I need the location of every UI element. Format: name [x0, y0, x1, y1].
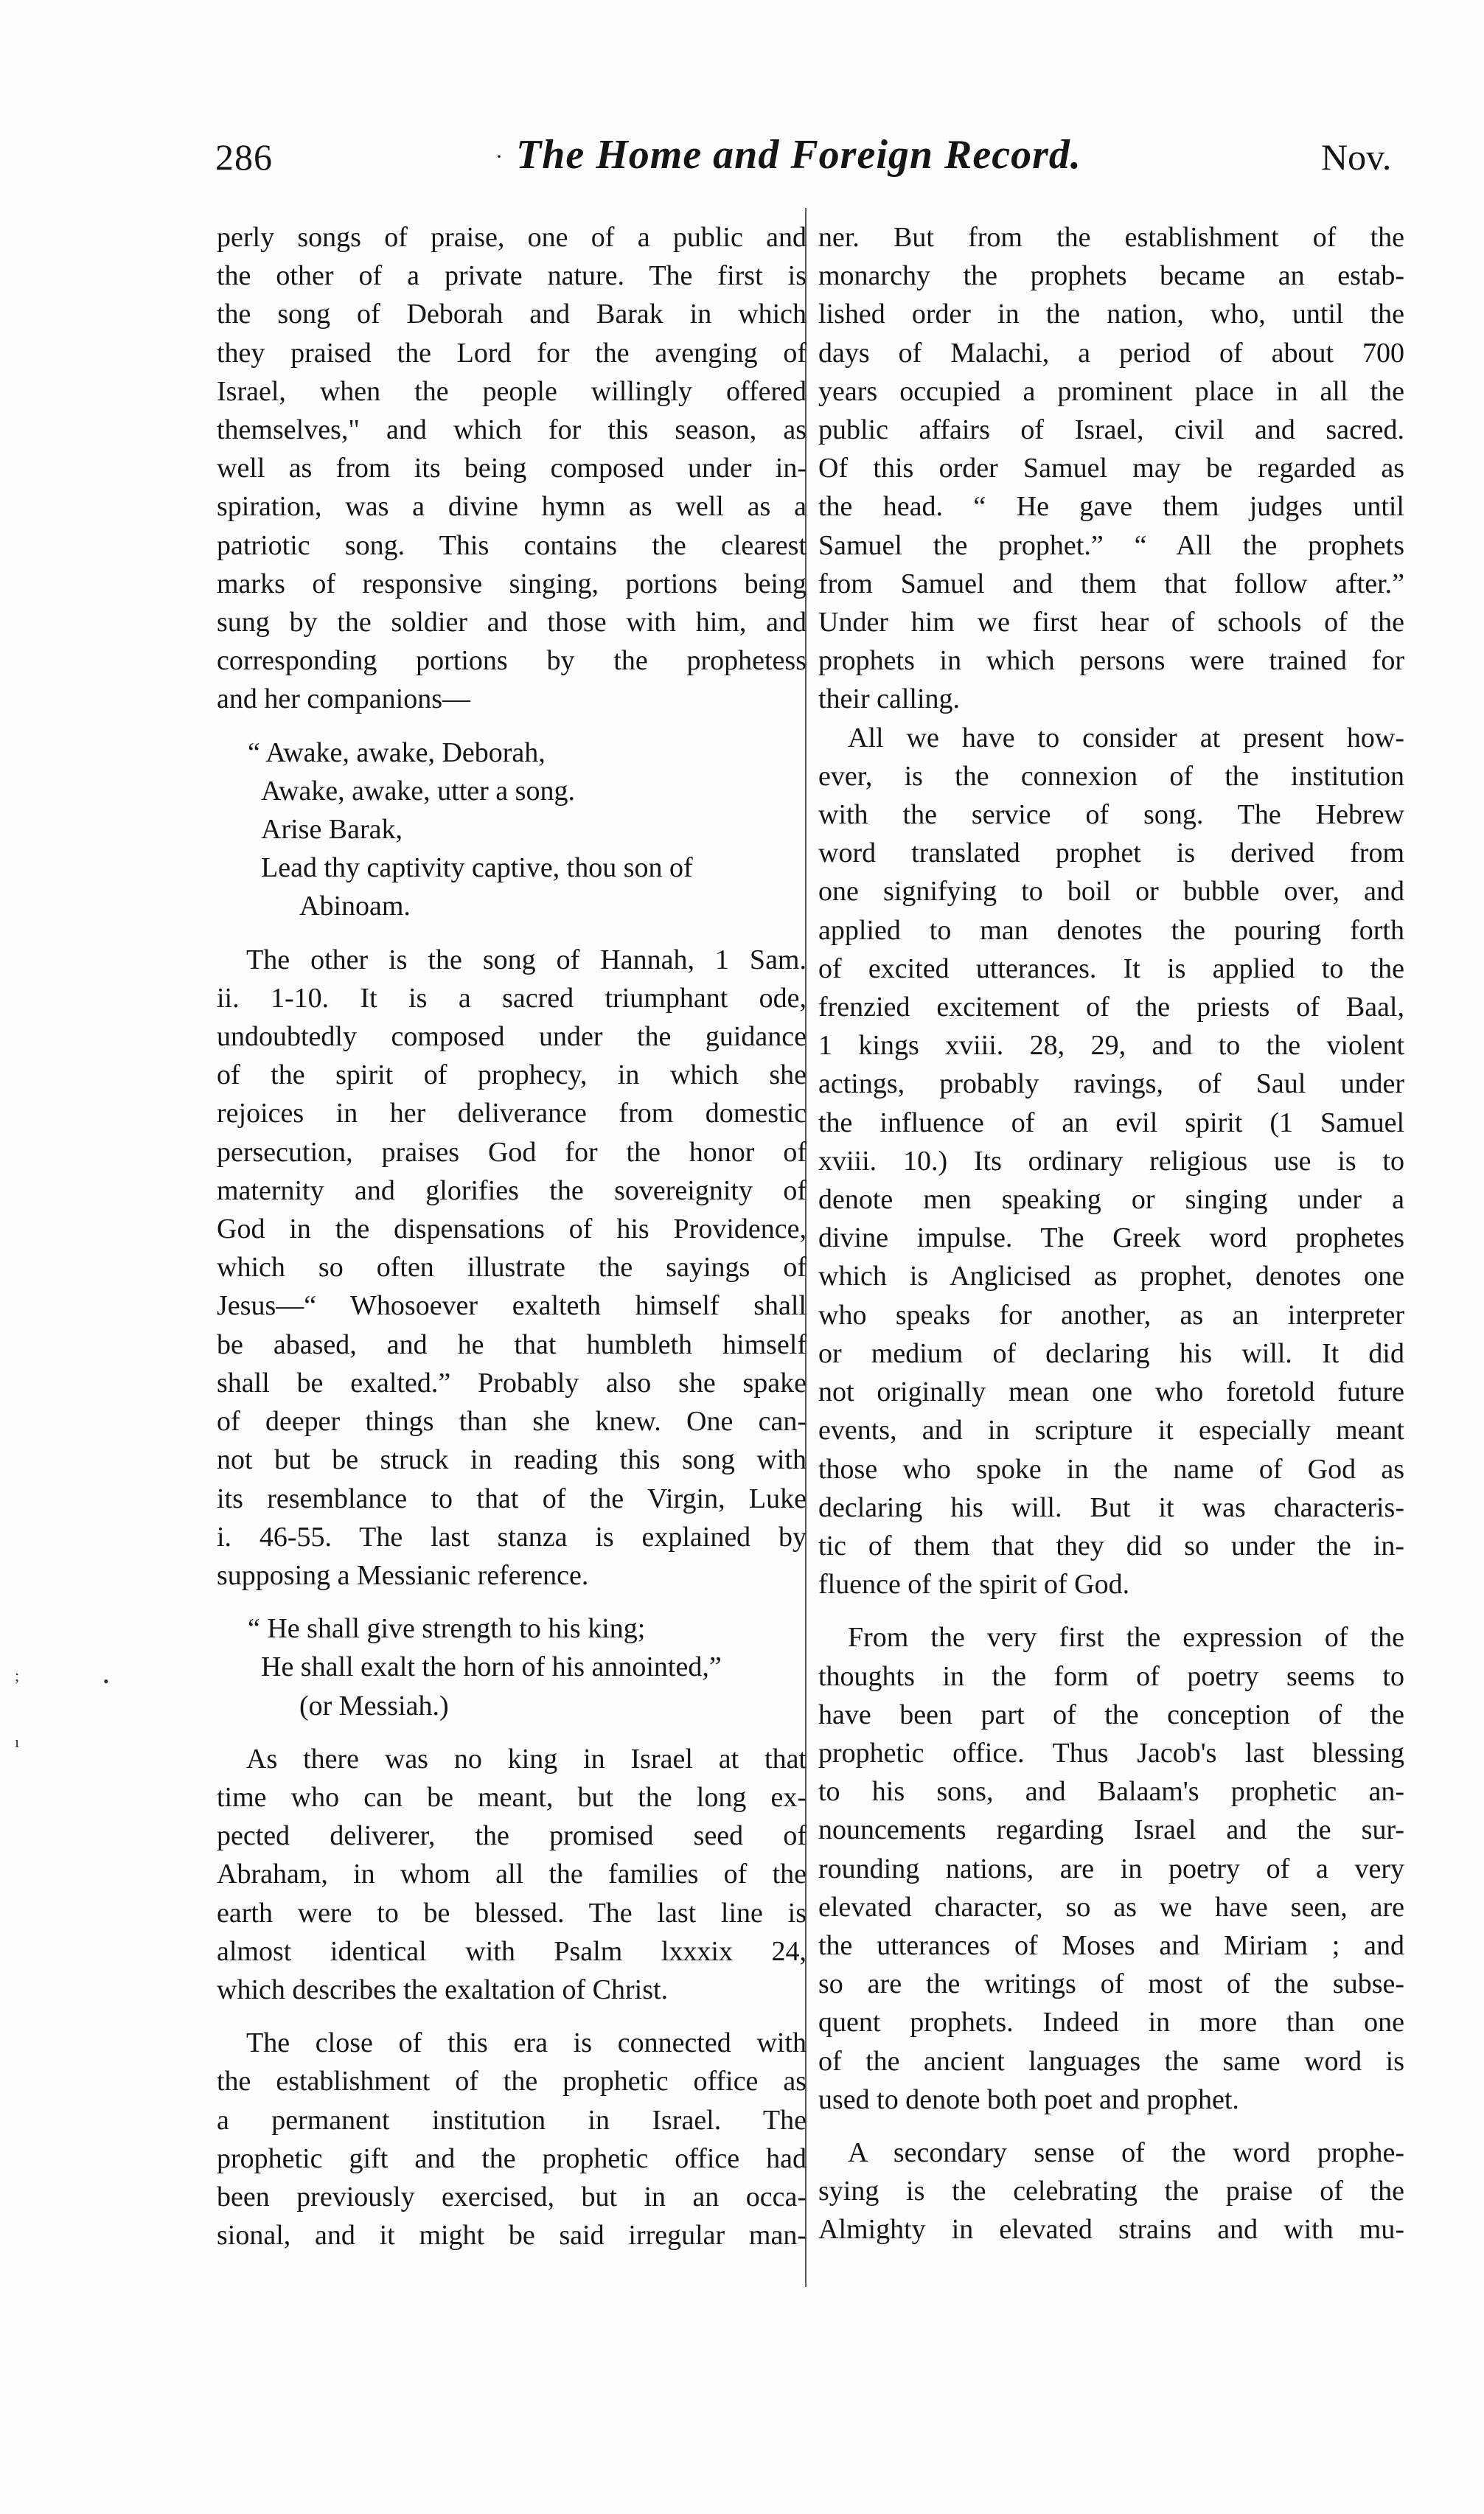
paragraph: [217, 2024, 807, 2254]
text-line: have been part of the conception of the: [818, 1699, 1404, 1730]
text-line: Abraham, in whom all the families of the: [217, 1859, 807, 1890]
text-line: nouncements regarding Israel and the sur-: [818, 1814, 1404, 1846]
text-line: As there was no king in Israel at that: [246, 1743, 807, 1775]
text-line: word translated prophet is derived from: [818, 838, 1404, 869]
text-line: or medium of declaring his will. It did: [818, 1337, 1404, 1369]
text-line: the establishment of the prophetic office as: [217, 2066, 807, 2097]
text-line: sying is the celebrating the praise of the: [818, 2176, 1404, 2207]
text-line: which is Anglicised as prophet, denotes one: [818, 1261, 1404, 1292]
text-line: of excited utterances. It is applied to the: [818, 953, 1404, 984]
text-line: frenzied excitement of the priests of Baal,: [818, 992, 1404, 1023]
text-line: The close of this era is connected with: [246, 2027, 807, 2059]
text-line: monarchy the prophets became an estab-: [818, 260, 1404, 292]
text-line: Israel, when the people willingly offered: [217, 375, 807, 407]
text-line: 1 kings xviii. 28, 29, and to the violent: [818, 1030, 1404, 1062]
verse-line: Abinoam.: [299, 891, 411, 922]
right-column: [818, 218, 1404, 2249]
text-line: perly songs of praise, one of a public and: [217, 222, 807, 253]
text-line: prophetic office. Thus Jacob's last blessing: [818, 1737, 1404, 1769]
verse-line: “ Awake, awake, Deborah,: [248, 737, 546, 768]
page-number: 286: [215, 136, 273, 178]
text-line: themselves," and which for this season, as: [217, 414, 807, 446]
text-line: undoubtedly composed under the guidance: [217, 1021, 807, 1053]
text-line: i. 46-55. The last stanza is explained by: [217, 1521, 807, 1553]
verse-line: (or Messiah.): [299, 1690, 449, 1721]
text-line: be abased, and he that humbleth himself: [217, 1329, 807, 1360]
text-line: prophets in which persons were trained for: [818, 645, 1404, 677]
running-title: The Home and Foreign Record.: [516, 132, 1081, 178]
text-line: declaring his will. But it was characteris-: [818, 1491, 1404, 1523]
text-line: Of this order Samuel may be regarded as: [818, 453, 1404, 484]
header-dot: ·: [495, 144, 503, 169]
paragraph: [217, 941, 807, 1595]
text-line: rounding nations, are in poetry of a very: [818, 1853, 1404, 1884]
text-line: the head. “ He gave them judges until: [818, 491, 1404, 523]
text-line: corresponding portions by the prophetess: [217, 645, 807, 677]
text-line: tic of them that they did so under the in-: [818, 1530, 1404, 1561]
text-line: so are the writings of most of the subse-: [818, 1968, 1404, 2000]
text-line: lished order in the nation, who, until the: [818, 299, 1404, 330]
text-line: sung by the soldier and those with him, and: [217, 607, 807, 638]
text-line: denote men speaking or singing under a: [818, 1184, 1404, 1216]
verse-hannah: [217, 1609, 807, 1725]
paragraph: [818, 218, 1404, 719]
text-line: Almighty in elevated strains and with mu-: [818, 2214, 1404, 2246]
text-line: God in the dispensations of his Providence,: [217, 1214, 807, 1245]
text-line: maternity and glorifies the sovereignity of: [217, 1174, 807, 1206]
paragraph: [818, 719, 1404, 1604]
text-line: xviii. 10.) Its ordinary religious use is to: [818, 1145, 1404, 1177]
text-line: patriotic song. This contains the clearest: [217, 529, 807, 561]
text-line: their calling.: [818, 683, 961, 715]
margin-mark: •: [103, 1672, 109, 1690]
verse-line: “ He shall give strength to his king;: [248, 1613, 646, 1645]
text-line: the influence of an evil spirit (1 Samuel: [818, 1107, 1404, 1138]
verse-line: Lead thy captivity captive, thou son of: [261, 852, 693, 884]
left-column: [217, 218, 807, 2254]
text-line: of the ancient languages the same word is: [818, 2045, 1404, 2077]
text-line: A secondary sense of the word prophe-: [848, 2137, 1404, 2168]
verse-line: He shall exalt the horn of his annointed,”: [261, 1651, 722, 1683]
text-line: its resemblance to that of the Virgin, Luke: [217, 1483, 807, 1514]
verse-line: Awake, awake, utter a song.: [261, 775, 575, 807]
margin-mark: ı: [15, 1733, 20, 1751]
text-line: sional, and it might be said irregular man-: [217, 2220, 807, 2252]
paragraph: [217, 1740, 807, 2009]
text-line: one signifying to boil or bubble over, and: [818, 876, 1404, 908]
margin-mark: ;: [15, 1666, 20, 1685]
text-line: the song of Deborah and Barak in which: [217, 299, 807, 330]
text-line: marks of responsive singing, portions being: [217, 568, 807, 599]
text-line: fluence of the spirit of God.: [818, 1569, 1130, 1601]
paragraph: [818, 2134, 1404, 2249]
text-line: elevated character, so as we have seen, are: [818, 1891, 1404, 1923]
paragraph: [217, 218, 807, 719]
text-line: which describes the exaltation of Christ.: [217, 1974, 669, 2005]
text-line: From the very first the expression of the: [848, 1622, 1404, 1654]
text-line: which so often illustrate the sayings of: [217, 1252, 807, 1284]
text-line: pected deliverer, the promised seed of: [217, 1820, 807, 1852]
text-line: a permanent institution in Israel. The: [217, 2104, 807, 2136]
text-line: supposing a Messianic reference.: [217, 1559, 589, 1591]
text-line: with the service of song. The Hebrew: [818, 799, 1404, 831]
verse-line: Arise Barak,: [261, 814, 403, 846]
text-line: shall be exalted.” Probably also she spake: [217, 1367, 807, 1399]
text-line: thoughts in the form of poetry seems to: [818, 1660, 1404, 1692]
text-line: Jesus—“ Whosoever exalteth himself shall: [217, 1290, 807, 1322]
text-line: actings, probably ravings, of Saul under: [818, 1068, 1404, 1100]
text-line: events, and in scripture it especially meant: [818, 1415, 1404, 1446]
text-line: and her companions—: [217, 683, 471, 715]
text-line: ii. 1-10. It is a sacred triumphant ode,: [217, 982, 807, 1014]
text-line: applied to man denotes the pouring forth: [818, 914, 1404, 946]
header-month: Nov.: [1321, 136, 1392, 178]
text-line: Samuel the prophet.” “ All the prophets: [818, 529, 1404, 561]
text-line: who speaks for another, as an interpreter: [818, 1299, 1404, 1331]
text-line: days of Malachi, a period of about 700: [818, 337, 1404, 369]
text-line: The other is the song of Hannah, 1 Sam.: [246, 944, 807, 975]
text-line: spiration, was a divine hymn as well as a: [217, 491, 807, 523]
text-line: All we have to consider at present how-: [848, 722, 1404, 753]
text-line: of deeper things than she knew. One can-: [217, 1406, 807, 1438]
text-line: the other of a private nature. The first is: [217, 260, 807, 292]
text-line: ever, is the connexion of the institution: [818, 760, 1404, 792]
text-line: time who can be meant, but the long ex-: [217, 1781, 807, 1813]
text-line: of the spirit of prophecy, in which she: [217, 1059, 807, 1091]
text-line: persecution, praises God for the honor of: [217, 1136, 807, 1168]
text-line: divine impulse. The Greek word prophetes: [818, 1222, 1404, 1254]
text-line: not originally mean one who foretold future: [818, 1376, 1404, 1408]
text-line: been previously exercised, but in an occa-: [217, 2181, 807, 2212]
text-line: years occupied a prominent place in all the: [818, 375, 1404, 407]
text-line: to his sons, and Balaam's prophetic an-: [818, 1776, 1404, 1808]
text-line: ner. But from the establishment of the: [818, 222, 1404, 253]
text-line: earth were to be blessed. The last line is: [217, 1897, 807, 1929]
text-line: quent prophets. Indeed in more than one: [818, 2007, 1404, 2038]
text-line: used to denote both poet and prophet.: [818, 2083, 1239, 2115]
text-line: they praised the Lord for the avenging of: [217, 337, 807, 369]
paragraph: [818, 1618, 1404, 2119]
verse-deborah: [217, 734, 807, 926]
text-line: rejoices in her deliverance from domestic: [217, 1098, 807, 1129]
text-line: prophetic gift and the prophetic office had: [217, 2142, 807, 2174]
text-line: well as from its being composed under in-: [217, 453, 807, 484]
text-line: Under him we first hear of schools of the: [818, 607, 1404, 638]
text-line: from Samuel and them that follow after.”: [818, 568, 1404, 599]
text-line: the utterances of Moses and Miriam ; and: [818, 1929, 1404, 1961]
text-line: almost identical with Psalm lxxxix 24,: [217, 1935, 807, 1967]
text-line: not but be struck in reading this song with: [217, 1444, 807, 1476]
text-line: those who spoke in the name of God as: [818, 1453, 1404, 1485]
text-line: public affairs of Israel, civil and sacred.: [818, 414, 1404, 446]
